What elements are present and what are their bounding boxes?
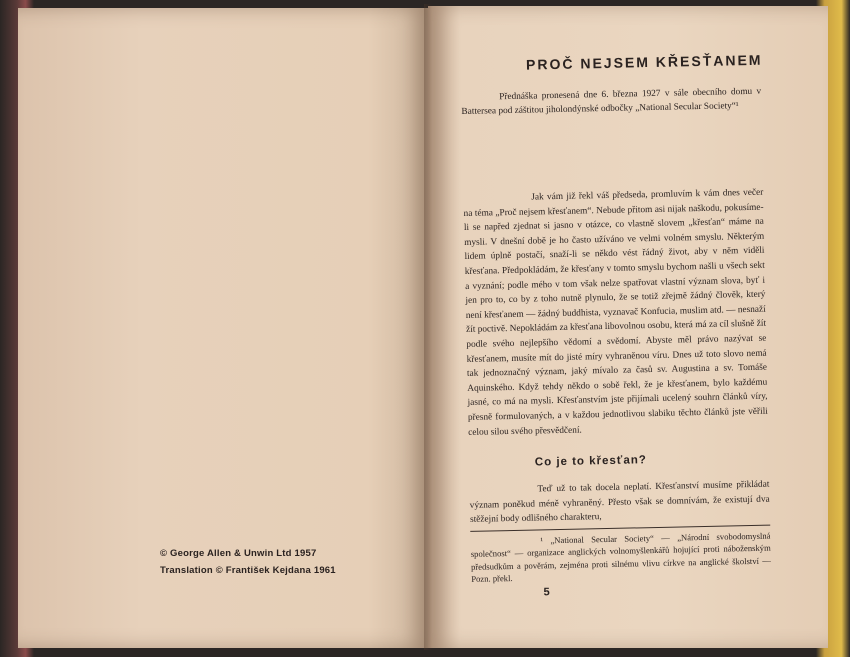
copyright-line: © George Allen & Unwin Ltd 1957 <box>160 548 317 559</box>
paragraph-2: Teď už to tak docela neplatí. Křesťanství musíme přikládat význam poněkud méně vyhraněný. Přesto však se domnívám, že existují dva stěžejní body odlišného charakteru, <box>469 479 770 526</box>
footnote: ¹ „National Secular Society“ — „Národní svobodomyslná společnost“ — organizace anglických volnomyšlenkářů hojující proti náboženským předsudkům a pověrám, zejména proti silnému vlivu církve na anglické školství — Pozn. překl. <box>470 530 772 585</box>
paragraph-1: Jak vám již řekl váš předseda, promluvím k vám dnes večer na téma „Proč nejsem křesťanem“. Nebude přitom asi nijak naškodu, pokusíme-li se napřed zjednat si jasno v otázce, co vlastně slovem „křesťan“ máme na mysli. V dnešní době je ho často užíváno ve velmi volném smyslu. Některým lidem úplně postačí, snaží-li se někdo vést řádný život, aby v něm viděli křesťana. Předpokládám, že křesťany v tomto smyslu bychom našli u všech sekt a vyznání; podle mého v tom však nelze spatřovat vlastní význam slova, byť i jen pro to, co by z toho nutně plynulo, že se totiž zřejmě žádný člověk, který není křesťanem — žádný buddhista, vyznavač Konfucia, muslim atd. — nesnaží žít poctivě. Nepokládám za křesťana libovolnou osobu, která má za cíl slušně žít podle svého nejlepšího vědomí a svědomí. Abyste měl právo nazývat se křesťanem, musíte mít do jisté míry vyhraněnou víru. Dnes už toto slovo nemá tak jednoznačný význam, jaký mívalo za časů sv. Augustina a sv. Tomáše Aquinského. Když tehdy někdo o sobě řekl, že je křesťanem, bylo každému jasné, co má na mysli. Křesťanstvím jste přijímali ucelený souhrn článků víry, přesně formulovaných, a v každou jednotlivou slabiku těchto článků jste věřili celou silou svého přesvědčení. <box>463 187 768 438</box>
page-number: 5 <box>543 586 550 599</box>
section-heading: Co je to křesťan? <box>534 454 647 469</box>
intro-note: Přednáška pronesená dne 6. března 1927 v sále obecního domu v Battersea pod záštitou jiholondýnské odbočky „National Secular Society“¹ <box>461 86 762 117</box>
translation-line: Translation © František Kejdana 1961 <box>160 565 336 576</box>
book-gutter <box>424 4 432 650</box>
chapter-title: PROČ NEJSEM KŘESŤANEM <box>525 51 763 73</box>
copyright-block <box>160 545 380 579</box>
